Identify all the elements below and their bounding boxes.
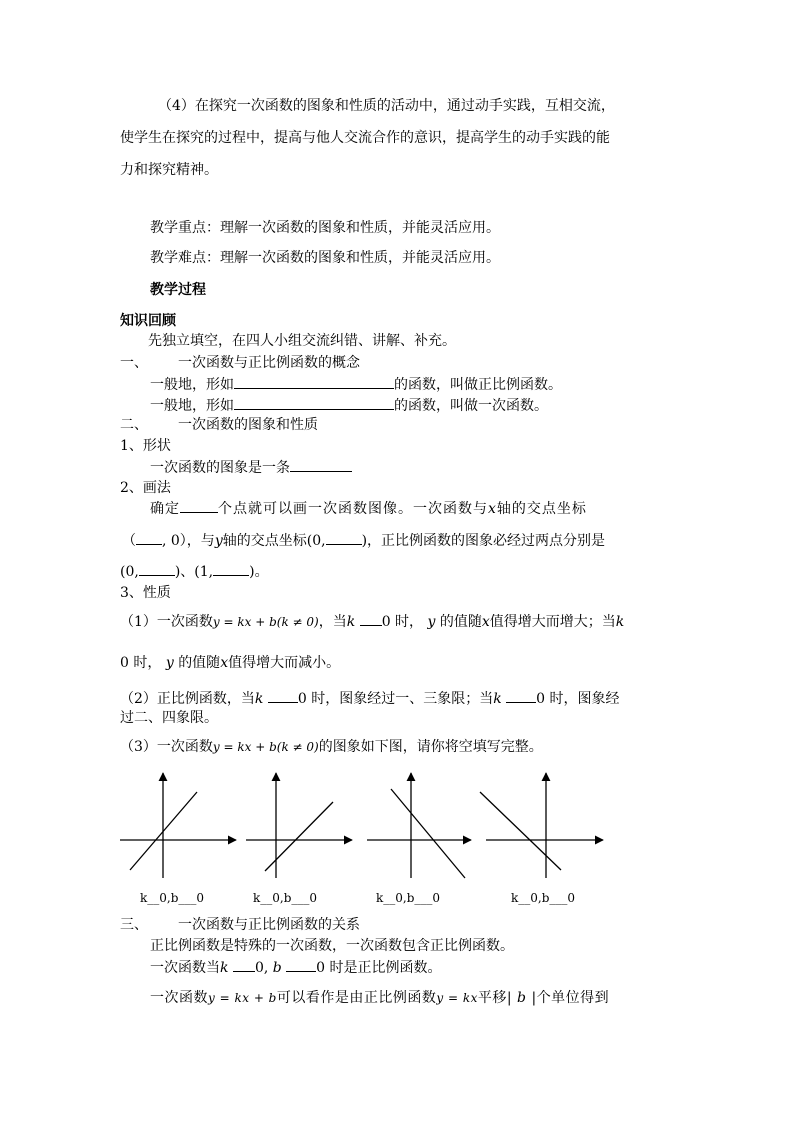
objective-4-line1: （4）在探究一次函数的图象和性质的活动中，通过动手实践，互相交流，	[158, 98, 615, 114]
shape-title: 1、形状	[120, 438, 171, 454]
p2-prefix: （2）正比例函数，当	[120, 691, 255, 707]
section-1-title: 一次函数与正比例函数的概念	[178, 355, 360, 371]
proportional-prefix: 一般地，形如	[150, 377, 234, 393]
b-blank-relation[interactable]	[286, 957, 316, 972]
proportional-formula: y = kx	[436, 991, 478, 1005]
k-var-3: k	[254, 691, 264, 707]
graph-3	[367, 773, 471, 878]
point-close: )。	[249, 564, 269, 580]
relation-line2	[150, 957, 442, 978]
graph-1	[120, 773, 236, 878]
section-3-heading	[120, 915, 360, 935]
translation-suffix: 个单位得到	[536, 990, 610, 1006]
difficulty-point: 教学难点：理解一次函数的图象和性质，并能灵活应用。	[150, 250, 500, 266]
p1-when: ，当	[318, 614, 347, 630]
p1-increase: 值得增大而增大；当	[489, 614, 616, 630]
section-3-number: 三、	[120, 917, 148, 933]
k-var-4: k	[493, 691, 502, 707]
draw-text-1: 个点就可以画一次函数图像。一次函数与	[218, 501, 488, 517]
linear-suffix: 的函数，叫做一次函数。	[394, 398, 548, 414]
k-var-2: k	[615, 614, 625, 630]
graph-2	[246, 773, 352, 878]
shape-prefix: 一次函数的图象是一条	[150, 460, 290, 476]
linear-formula-3: y = kx + b	[208, 991, 277, 1005]
p3-suffix: 的图象如下图，请你将空填写完整。	[318, 739, 543, 755]
graph-3-line	[391, 789, 465, 878]
paren-open: （	[122, 533, 136, 549]
p1-zero-2: 0 时，	[120, 655, 162, 671]
graph-4-line	[480, 792, 561, 870]
section-1-number: 一、	[120, 355, 148, 371]
relation-zero: 0,	[254, 960, 269, 976]
translation-prefix: 一次函数	[150, 990, 208, 1006]
proportional-suffix: 的函数，叫做正比例函数。	[394, 377, 562, 393]
y-var: y	[214, 533, 223, 549]
x-var-2: x	[481, 614, 490, 630]
graph-4	[480, 773, 603, 878]
graph-4-label: k__0,b___0	[511, 891, 576, 905]
point-2-open: )、(1,	[174, 564, 214, 580]
draw-text-4: 轴的交点坐标(0,	[222, 533, 326, 549]
p1-zero: 0 时，	[381, 614, 424, 630]
p1-value: 的值随	[439, 614, 482, 630]
property-2-line2: 过二、四象限。	[120, 710, 218, 726]
p1-decrease: 值得增大而减小。	[228, 655, 341, 671]
graph-1-label: k__0,b___0	[140, 891, 205, 905]
k-var: k	[346, 614, 356, 630]
p2-text: 0 时，图象经过一、三象限；当	[297, 691, 494, 707]
translation-shift: 平移	[477, 990, 507, 1006]
k-var-5: k	[220, 960, 229, 976]
draw-title: 2、画法	[120, 480, 171, 496]
draw-text-2: 轴的交点坐标	[496, 501, 587, 517]
draw-text-5: )，正比例函数的图象必经过两点分别是	[361, 533, 606, 549]
graph-3-label: k__0,b___0	[376, 891, 441, 905]
x-var: x	[488, 501, 497, 517]
p1-prefix: （1）一次函数	[120, 614, 213, 630]
k-blank-relation[interactable]	[233, 957, 255, 972]
graph-2-line	[265, 802, 333, 871]
p1-value-2: 的值随	[178, 655, 221, 671]
draw-text-3: , 0），与	[162, 533, 215, 549]
linear-formula: y = kx + b(k ≠ 0)	[212, 615, 319, 629]
section-2-title: 一次函数的图象和性质	[178, 417, 318, 433]
draw-determine: 确定	[150, 501, 180, 517]
point-1-open: (0,	[120, 564, 139, 580]
relation-line3	[150, 988, 609, 1008]
graph-2-label: k__0,b___0	[253, 891, 318, 905]
relation-suffix: 0 时是正比例函数。	[316, 960, 442, 976]
p2-text-2: 0 时，图象经	[536, 691, 620, 707]
x-var-3: x	[220, 655, 229, 671]
relation-line1: 正比例函数是特殊的一次函数，一次函数包含正比例函数。	[150, 938, 514, 954]
b-var: b	[272, 960, 282, 976]
y-var-3: y	[165, 655, 174, 671]
objective-4-line3: 力和探究精神。	[120, 162, 218, 178]
key-point: 教学重点：理解一次函数的图象和性质，并能灵活应用。	[150, 220, 500, 236]
property-title: 3、性质	[120, 585, 171, 601]
review-title: 知识回顾	[120, 313, 176, 329]
linear-prefix: 一般地，形如	[150, 398, 234, 414]
section-2-number: 二、	[120, 417, 148, 433]
process-title: 教学过程	[150, 282, 206, 298]
y-var-2: y	[427, 614, 436, 630]
abs-b: | b |	[506, 990, 537, 1006]
relation-when: 一次函数当	[150, 960, 220, 976]
section-3-title: 一次函数与正比例函数的关系	[178, 917, 360, 933]
translation-text: 可以看作是由正比例函数	[276, 990, 437, 1006]
review-intro: 先独立填空，在四人小组交流纠错、讲解、补充。	[148, 333, 456, 349]
objective-4-line2: 使学生在探究的过程中，提高与他人交流合作的意识，提高学生的动手实践的能	[120, 130, 610, 146]
linear-formula-2: y = kx + b(k ≠ 0)	[212, 740, 319, 754]
p3-prefix: （3）一次函数	[120, 739, 213, 755]
